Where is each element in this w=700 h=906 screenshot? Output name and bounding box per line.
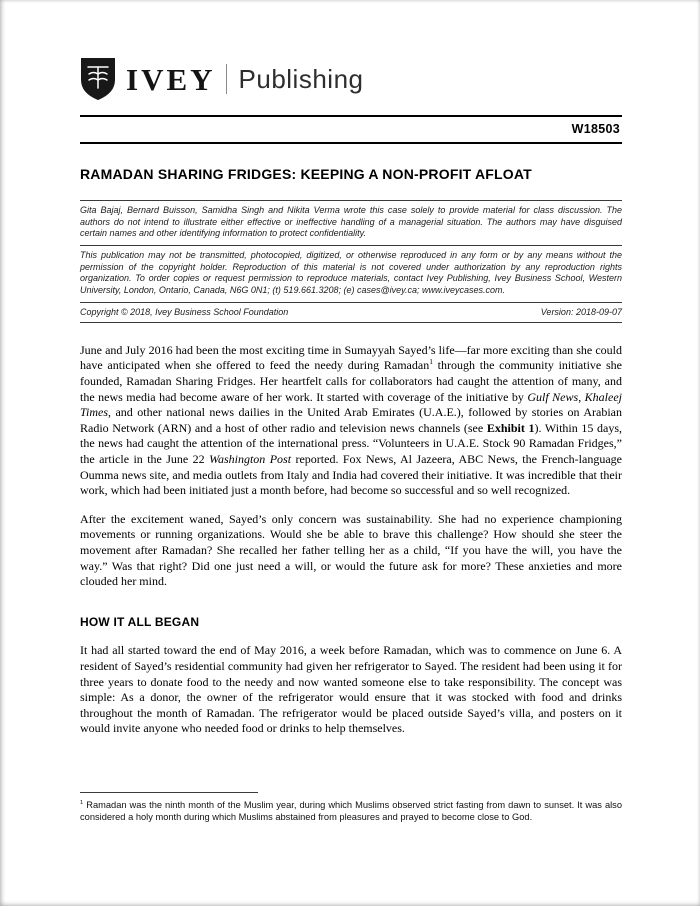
footnote-divider (80, 792, 258, 793)
attribution-note: Gita Bajaj, Bernard Buisson, Samidha Singh and Nikita Verma wrote this case solely to provide material for class discussion. The authors do not intend to illustrate either effective or ineffective handling of a managerial situation. The authors may have disguised certain names and other identifying information to protect confidentiality. (80, 205, 622, 239)
body-paragraph-2: After the excitement waned, Sayed’s only concern was sustainability. She had no experience championing movements or running organizations. Would she be able to brave this challenge? How should she steer the movement after Ramadan? She recalled her father telling her as a child, “If you have the will, you have the way.” Was that right? Did one just need a will, or would the future ask for more? These anxieties and more clouded her mind. (80, 511, 622, 589)
copyright-text: Copyright © 2018, Ivey Business School Foundation (80, 306, 289, 317)
body-paragraph-1: June and July 2016 had been the most exciting time in Sumayyah Sayed’s life—far more exciting than she could have anticipated when she offered to feed the needy during Ramadan$^1$ through the community initiative she founded, Ramadan Sharing Fridges. Her heartfelt calls for collaborators had caught the attention of many, and the news media had become aware of her work. It started with coverage of the initiative by Gulf News, Khaleej Times, and other national news dailies in the United Arab Emirates (U.A.E.), followed by stories on Arabian Radio Network (ARN) and a host of other radio and television news channels (see Exhibit 1). Within 15 days, the news had caught the attention of the international press. “Volunteers in U.A.E. Stock 90 Ramadan Fridges,” the article in the June 22 Washington Post reported. Fox News, Al Jazeera, ABC News, the French-language Oumma news site, and media outlets from Italy and India had covered their initiative. It was incredible that their work, which had been initiated just a month before, had become so successful and so well recognized. (80, 342, 623, 498)
version-text: Version: 2018-09-07 (540, 306, 622, 317)
case-body (80, 343, 622, 737)
front-matter-rule-4 (80, 322, 622, 323)
brand-suffix: Publishing (238, 64, 364, 94)
front-matter (80, 200, 622, 323)
case-title: RAMADAN SHARING FRIDGES: KEEPING A NON-PROFIT AFLOAT (80, 166, 532, 182)
brand-logo-row (80, 56, 622, 102)
header-rule-bottom (80, 142, 622, 144)
permissions-note: This publication may not be transmitted, photocopied, digitized, or otherwise reproduced in any form or by any means without the permission of the copyright holder. Reproduction of this material is not covered under authorization by any reproduction rights organization. To order copies or request permission to reproduce materials, contact Ivey Publishing, Ivey Business School, Western University, London, Ontario, Canada, N6G 0N1; (t) 519.661.3208; (e) cases@ivey.ca; www.iveycases.com. (80, 250, 622, 296)
brand-divider (226, 64, 227, 94)
footnote-text: $^1$ Ramadan was the ninth month of the Muslim year, during which Muslims observed strict fasting from dawn to sunset. It was also considered a holy month during which Muslims abstained from pleasures and prayed to become close to God. (80, 799, 622, 823)
copyright-row (80, 303, 622, 322)
ivey-shield-icon (80, 57, 116, 101)
footnote-area (80, 792, 622, 824)
body-paragraph-3: It had all started toward the end of May 2016, a week before Ramadan, which was to commence on June 6. A resident of Sayed’s residential community had given her refrigerator to Sayed. The resident had been using it for three years to donate food to the needy and now wanted someone else to take responsibility. The concept was simple: As a donor, the owner of the refrigerator would ensure that it was stocked with food and drinks throughout the month of Ramadan. The refrigerator would be placed outside Sayed’s villa, and posters on it would invite anyone who needed food or drinks to help themselves. (80, 643, 622, 736)
brand-wordmark: IVEY (126, 61, 216, 97)
section-heading: HOW IT ALL BEGAN (80, 614, 200, 629)
doc-number: W18503 (571, 122, 620, 136)
